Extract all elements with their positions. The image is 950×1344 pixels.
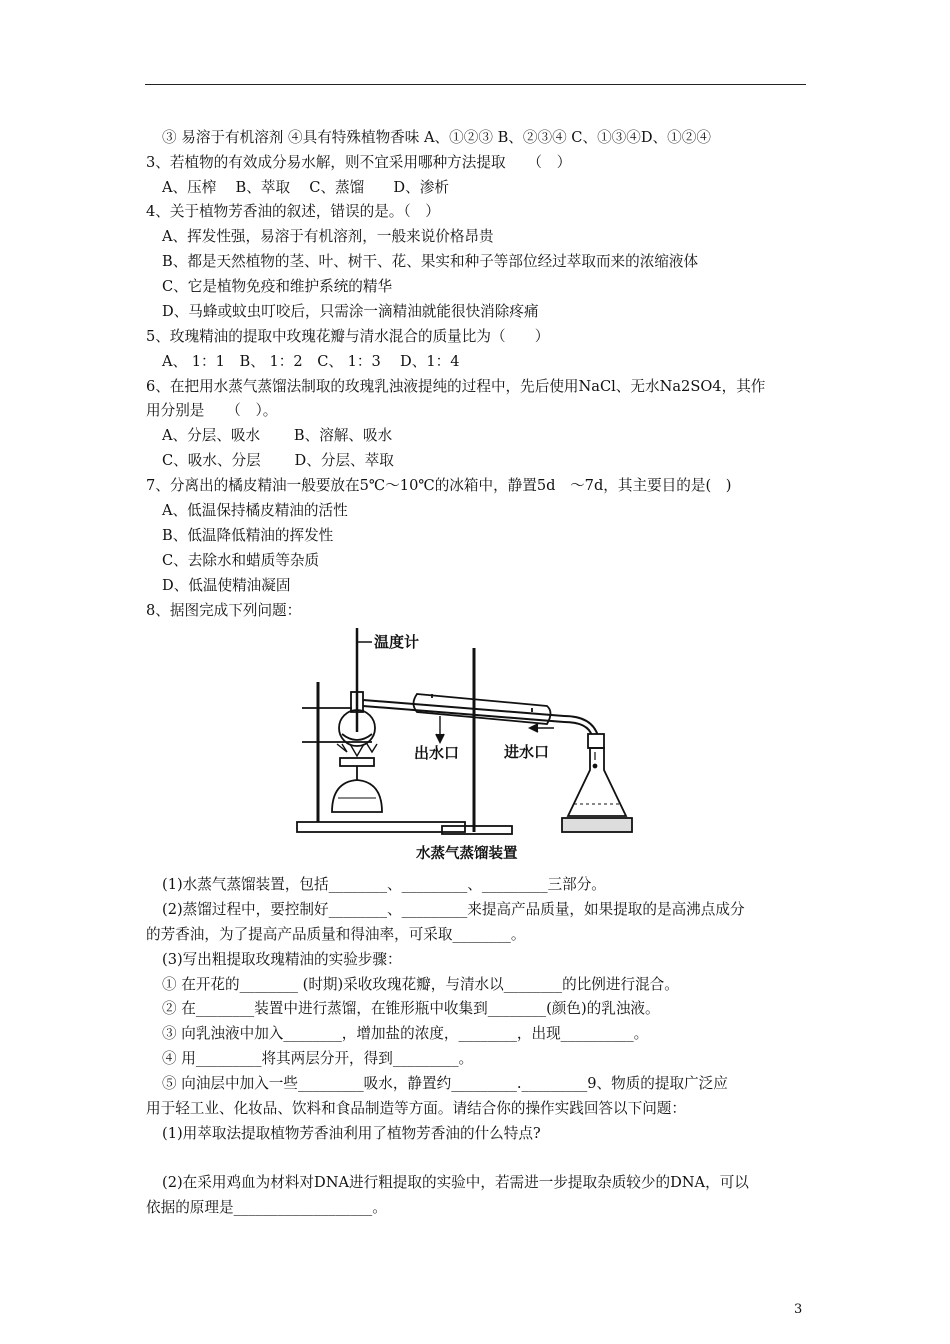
question-3: 3、若植物的有效成分易水解，则不宜采用哪种方法提取 （ ）	[146, 154, 572, 171]
stand-base	[297, 822, 465, 832]
q8-step1: ① 在开花的________ (时期)采收玫瑰花瓣，与清水以________的比例进行混合。	[162, 976, 679, 993]
question-6: 6、在把用水蒸气蒸馏法制取的玫瑰乳浊液提纯的过程中，先后使用NaCl、无水Na2SO4，其作	[146, 378, 766, 395]
page-number: 3	[794, 1302, 803, 1317]
question-5: 5、玫瑰精油的提取中玫瑰花瓣与清水混合的质量比为（ ）	[146, 328, 550, 345]
option-7b: B、低温降低精油的挥发性	[162, 527, 334, 544]
label-water-outlet: 出水口	[414, 745, 460, 762]
q8-step3: ③ 向乳浊液中加入________，增加盐的浓度，________，出现__________。	[162, 1025, 649, 1042]
q8-step4: ④ 用_________将其两层分开，得到_________。	[162, 1050, 474, 1067]
label-thermometer: 温度计	[374, 634, 420, 651]
option-7d: D、低温使精油凝固	[162, 577, 291, 594]
receiver-block	[562, 818, 632, 832]
q8-step5: ⑤ 向油层中加入一些_________吸水，静置约_________._________9、物质的提取广泛应	[162, 1075, 728, 1092]
q9-part2-cont: 依据的原理是___________________。	[146, 1199, 387, 1216]
options-6cd: C、吸水、分层 D、分层、萃取	[162, 452, 394, 469]
text-line: ③ 易溶于有机溶剂 ④具有特殊植物香味 A、①②③ B、②③④ C、①③④D、①②④	[162, 129, 711, 146]
options-5: A、 1：1 B、 1：2 C、 1：3 D、1：4	[162, 353, 460, 370]
q8-part2: (2)蒸馏过程中，要控制好________、_________来提高产品质量，如果提取的是高沸点成分	[162, 901, 745, 918]
option-7a: A、低温保持橘皮精油的活性	[162, 502, 348, 519]
q8-part2-cont: 的芳香油，为了提高产品质量和得油率，可采取________。	[146, 926, 526, 943]
q9-part1: (1)用萃取法提取植物芳香油利用了植物芳香油的什么特点?	[162, 1125, 541, 1142]
question-8: 8、据图完成下列问题：	[146, 602, 302, 619]
q9-part2: (2)在采用鸡血为材料对DNA进行粗提取的实验中，若需进一步提取杂质较少的DNA，可以	[162, 1174, 749, 1191]
options-6ab: A、分层、吸水 B、溶解、吸水	[162, 427, 393, 444]
flask-stopper	[588, 734, 604, 748]
option-4c: C、它是植物免疫和维护系统的精华	[162, 278, 393, 295]
option-4b: B、都是天然植物的茎、叶、树干、花、果实和种子等部位经过萃取而来的浓缩液体	[162, 253, 699, 270]
header-rule	[145, 84, 806, 85]
alcohol-lamp	[332, 780, 382, 812]
receiving-flask	[568, 748, 626, 816]
option-7c: C、去除水和蜡质等杂质	[162, 552, 320, 569]
q8-step2: ② 在________装置中进行蒸馏，在锥形瓶中收集到________(颜色)的乳浊液。	[162, 1000, 660, 1017]
q8-part3: (3)写出粗提取玫瑰精油的实验步骤：	[162, 951, 402, 968]
question-9: 用于轻工业、化妆品、饮料和食品制造等方面。请结合你的操作实践回答以下问题：	[146, 1100, 686, 1117]
question-4: 4、关于植物芳香油的叙述，错误的是。（ ）	[146, 203, 440, 220]
option-4a: A、挥发性强，易溶于有机溶剂，一般来说价格昂贵	[162, 228, 494, 245]
figure-caption: 水蒸气蒸馏装置	[416, 846, 518, 862]
options-3: A、压榨 B、萃取 C、蒸馏 D、渗析	[162, 179, 449, 196]
label-water-inlet: 进水口	[504, 744, 550, 761]
q8-part1: (1)水蒸气蒸馏装置，包括________、_________、_________三部分。	[162, 876, 606, 893]
question-6-cont: 用分别是 （ ）。	[146, 402, 278, 419]
heater-ring	[340, 758, 374, 766]
distillation-apparatus-figure	[292, 620, 650, 866]
option-4d: D、马蜂或蚊虫叮咬后，只需涂一滴精油就能很快消除疼痛	[162, 303, 539, 320]
question-7: 7、分离出的橘皮精油一般要放在5℃～10℃的冰箱中，静置5d ～7d，其主要目的是( )	[146, 477, 732, 494]
